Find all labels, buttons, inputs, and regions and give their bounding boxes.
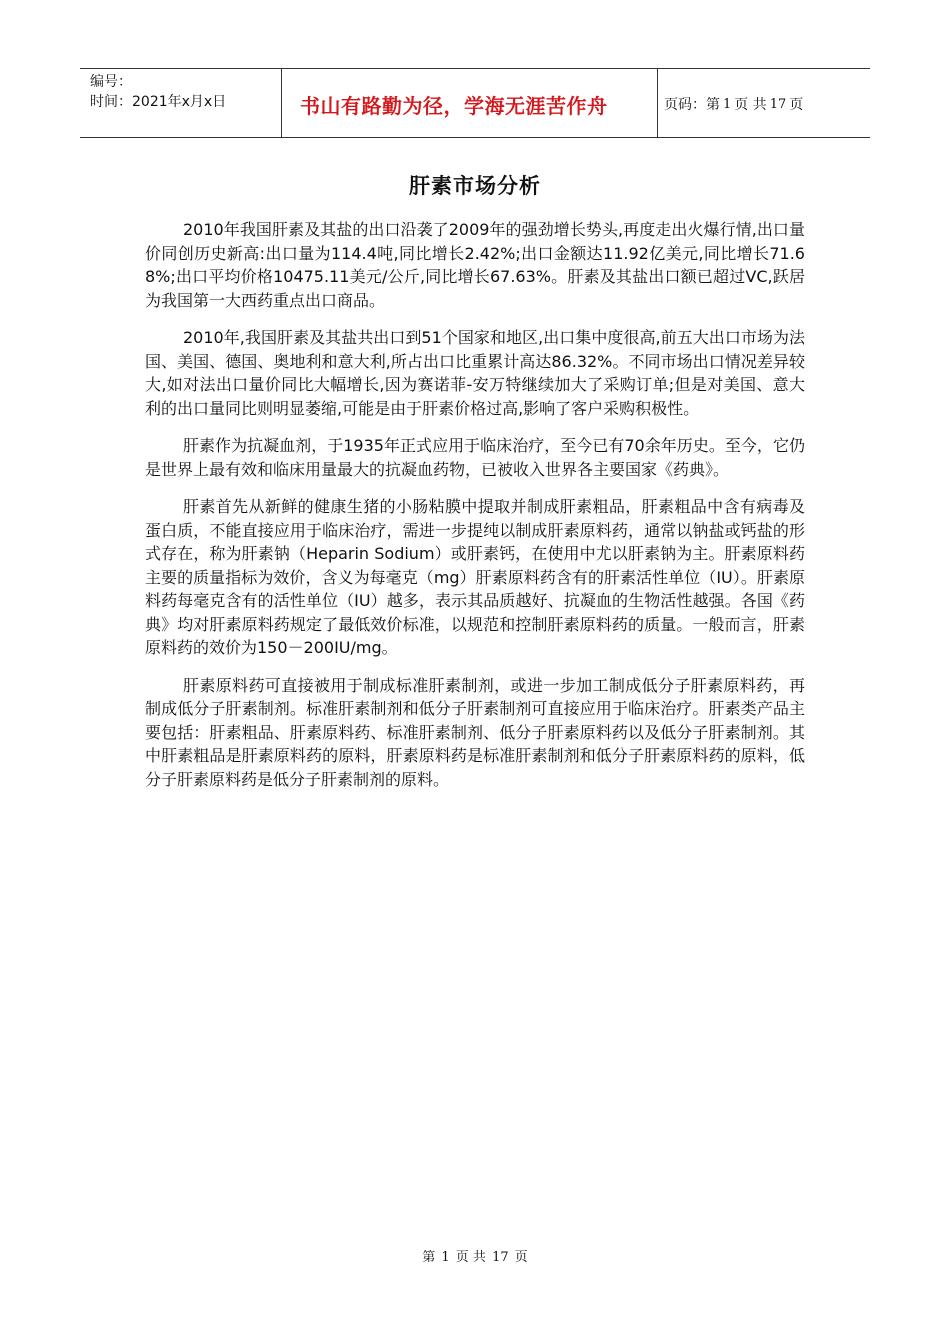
body-paragraph: 2010年我国肝素及其盐的出口沿袭了2009年的强劲增长势头,再度走出火爆行情,出口量价同创历史新高:出口量为114.4吨,同比增长2.42%;出口金额达11.92亿美元,同比增长71.68%;出口平均价格10475.11美元/公斤,同比增长67.63%。肝素及其盐出口额已超过VC,跃居为我国第一大西药重点出口商品。 — [145, 220, 805, 310]
motto-text: 书山有路勤为径，学海无涯苦作舟 — [300, 93, 608, 118]
footer-suffix: 页 — [514, 1250, 528, 1265]
number-label: 编号： — [90, 74, 132, 90]
body-paragraph: 肝素原料药可直接被用于制成标准肝素制剂，或进一步加工制成低分子肝素原料药，再制成低分子肝素制剂。标准肝素制剂和低分子肝素制剂可直接应用于临床治疗。肝素类产品主要包括：肝素粗品、肝素原料药、标准肝素制剂、低分子肝素原料药以及低分子肝素制剂。其中肝素粗品是肝素原料药的原料，肝素原料药是标准肝素制剂和低分子肝素原料药的原料，低分子肝素原料药是低分子肝素制剂的原料。 — [145, 675, 805, 789]
page-label-mid: 页 共 — [734, 97, 767, 113]
footer-mid: 页 共 — [455, 1250, 486, 1265]
body-paragraph: 2010年,我国肝素及其盐共出口到51个国家和地区,出口集中度很高,前五大出口市场为法国、美国、德国、奥地利和意大利,所占出口比重累计高达86.32%。不同市场出口情况差异较大,如对法出口量价同比大幅增长,因为赛诺菲-安万特继续加大了采购订单;但是对美国、意大利的出口量同比则明显萎缩,可能是由于肝素价格过高,影响了客户采购积极性。 — [145, 328, 805, 418]
body-paragraph: 肝素作为抗凝血剂，于1935年正式应用于临床治疗，至今已有70余年历史。至今，它仍是世界上最有效和临床用量最大的抗凝血药物，已被收入世界各主要国家《药典》。 — [145, 436, 805, 479]
page-footer — [0, 1246, 950, 1265]
page-total: 17 — [769, 96, 787, 112]
body-paragraph: 肝素首先从新鲜的健康生猪的小肠粘膜中提取并制成肝素粗品，肝素粗品中含有病毒及蛋白质，不能直接应用于临床治疗，需进一步提纯以制成肝素原料药，通常以钠盐或钙盐的形式存在，称为肝素钠（Heparin Sodium）或肝素钙，在使用中尤以肝素钠为主。肝素原料药主要的质量指标为效价，含义为每毫克（mg）肝素原料药含有的肝素活性单位（IU）。肝素原料药每毫克含有的活性单位（IU）越多，表示其品质越好、抗凝血的生物活性越强。各国《药典》均对肝素原料药规定了最低效价标准，以规范和控制肝素原料药的质量。一般而言，肝素原料药的效价为150－200IU/mg。 — [145, 497, 805, 657]
footer-prefix: 第 — [422, 1250, 436, 1265]
page-label-prefix: 页码：第 — [664, 97, 720, 113]
document-body — [145, 218, 805, 805]
document-header — [80, 68, 870, 138]
document-title: 肝素市场分析 — [409, 174, 541, 198]
page-current: 1 — [723, 96, 732, 112]
header-meta-cell — [80, 69, 282, 137]
time-label: 时间：2021年x月x日 — [90, 94, 227, 110]
page-label-suffix: 页 — [789, 97, 804, 113]
header-page-cell — [658, 69, 870, 137]
footer-current: 1 — [441, 1250, 450, 1265]
header-motto-cell — [282, 69, 658, 137]
footer-total: 17 — [492, 1250, 509, 1265]
